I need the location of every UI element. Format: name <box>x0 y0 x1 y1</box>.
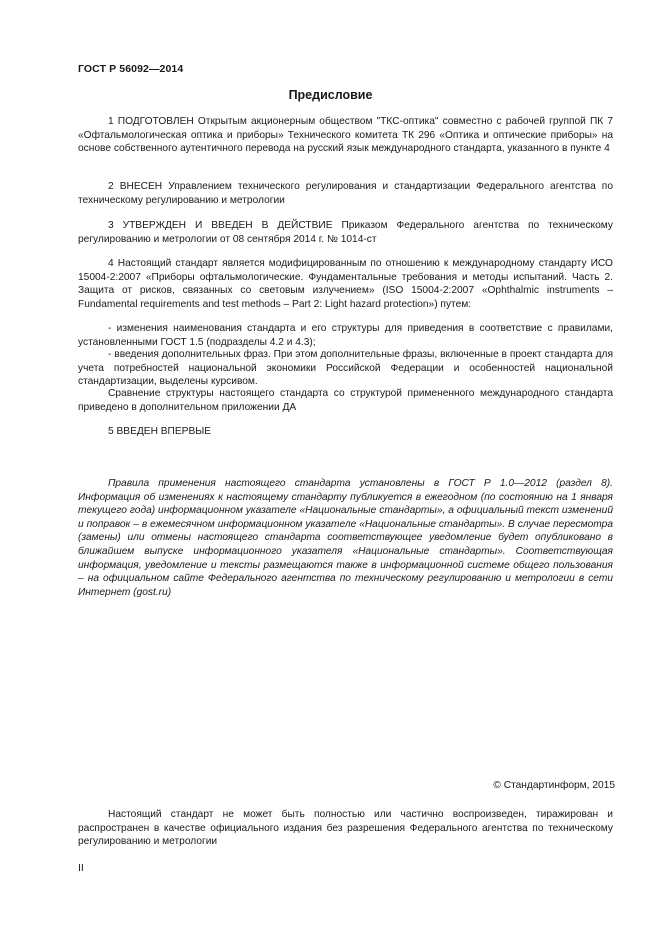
preface-item-2: 2 ВНЕСЕН Управлением технического регулирования и стандартизации Федерального агентства по техническому регулированию и метрологии <box>78 181 613 206</box>
preface-item-4-list-1: - изменения наименования стандарта и его структуры для приведения в соответствие с правилами, установленными ГОСТ 1.5 (подразделы 4.2 и 4.3); <box>78 323 613 348</box>
application-rules-notice: Правила применения настоящего стандарта установлены в ГОСТ Р 1.0—2012 (раздел 8). Информация об изменениях к настоящему стандарту публикуется в ежегодном (по состоянию на 1 января текущего года) информационном указателе «Национальные стандарты», а официальный текст изменений и поправок – в ежемесячном информационном указателе «Национальные стандарты». В случае пересмотра (замены) или отмены настоящего стандарта соответствующее уведомление будет опубликовано в ближайшем выпуске информационного указателя «Национальные стандарты». Соответствующая информация, уведомление и тексты размещаются также в информационной системе общего пользования – на официальном сайте Федерального агентства по техническому регулированию и метрологии в сети Интернет (gost.ru) <box>78 478 613 598</box>
preface-item-4-comparison: Сравнение структуры настоящего стандарта со структурой примененного международного стандарта приведено в дополнительном приложении ДА <box>78 388 613 413</box>
page-number: II <box>78 862 84 874</box>
preface-item-1: 1 ПОДГОТОВЛЕН Открытым акционерным обществом "ТКС-оптика" совместно с рабочей группой ПК 7 «Офтальмологическая оптика и приборы» Технического комитета ТК 296 «Оптика и оптические приборы» на основе собственного аутентичного перевода на русский язык международного стандарта, указанного в пункте 4 <box>78 116 613 155</box>
preface-item-4: 4 Настоящий стандарт является модифицированным по отношению к международному стандарту ИСО 15004-2:2007 «Приборы офтальмологические. Фундаментальные требования и методы испытаний. Часть 2. Защита от рисков, связанных со световым излучением» (ISO 15004-2:2007 «Ophthalmic instruments – Fundamental requirements and test methods – Part 2: Light hazard protection») путем: <box>78 258 613 310</box>
preface-item-5: 5 ВВЕДЕН ВПЕРВЫЕ <box>108 426 212 437</box>
standard-id: ГОСТ Р 56092—2014 <box>78 63 184 75</box>
reproduction-notice: Настоящий стандарт не может быть полностью или частично воспроизведен, тиражирован и распространен в качестве официального издания без разрешения Федерального агентства по техническому регулированию и метрологии <box>78 809 613 848</box>
preface-title: Предисловие <box>288 88 373 102</box>
preface-item-4-list-2: - введения дополнительных фраз. При этом дополнительные фразы, включенные в проект стандарта для учета потребностей национальной экономики Российской Федерации и особенностей национальной стандартизации, выделены курсивом. <box>78 349 613 388</box>
preface-item-3: 3 УТВЕРЖДЕН И ВВЕДЕН В ДЕЙСТВИЕ Приказом Федерального агентства по техническому регулированию и метрологии от 08 сентября 2014 г. № 1014-ст <box>78 220 613 245</box>
copyright-line: © Стандартинформ, 2015 <box>493 780 615 791</box>
